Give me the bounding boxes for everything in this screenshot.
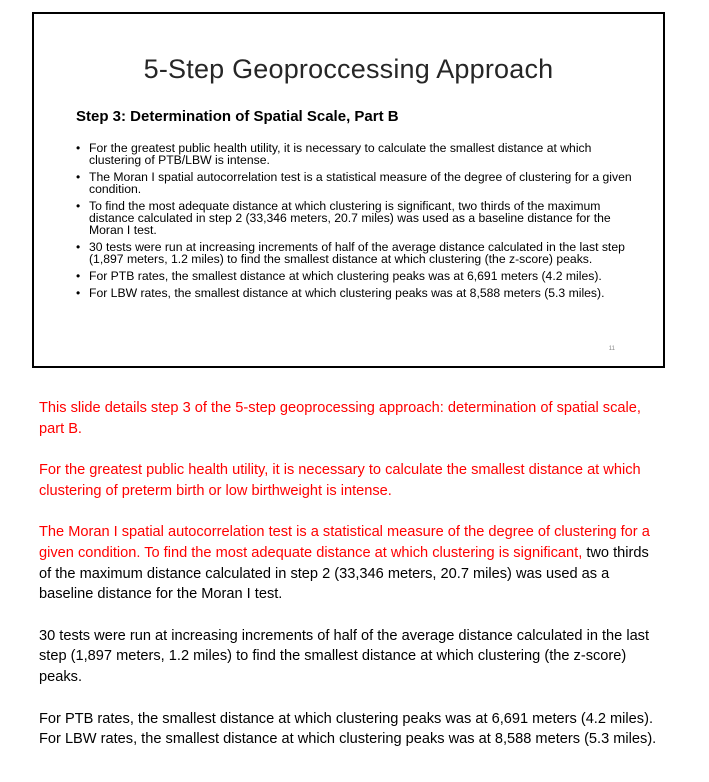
notes-paragraph-3-rest: two thirds of the maximum distance calculated in step 2 (33,346 meters, 20.7 miles) was used as a baseline distance for the Moran I test. (39, 544, 649, 603)
bullet-list (76, 142, 646, 304)
bullet-item (76, 270, 646, 282)
notes-paragraph-1: This slide details step 3 of the 5-step geoprocessing approach: determination of spatial scale, part B. (39, 400, 641, 437)
bullet-text: To find the most adequate distance at which clustering is significant, two thirds of the maximum distance calculated in step 2 (33,346 meters, 20.7 miles) was used as a baseline distance for the Moran I test. (89, 199, 611, 237)
bullet-text: 30 tests were run at increasing increments of half of the average distance calculated in the last step (1,897 meters, 1.2 miles) to find the smallest distance at which clustering (the z-score) peaks. (89, 240, 625, 266)
bullet-item (76, 142, 646, 166)
slide-page-number: 11 (608, 346, 615, 352)
slide-frame (32, 12, 665, 368)
speaker-notes (39, 398, 659, 771)
bullet-item (76, 171, 646, 195)
bullet-text: For LBW rates, the smallest distance at which clustering peaks was at 8,588 meters (5.3 miles). (89, 286, 605, 300)
bullet-icon: • (76, 269, 81, 283)
notes-paragraph-4: 30 tests were run at increasing increments of half of the average distance calculated in the last step (1,897 meters, 1.2 miles) to find the smallest distance at which clustering (the z-score) peaks. (39, 627, 650, 685)
bullet-icon: • (76, 170, 81, 184)
bullet-icon: • (76, 240, 81, 254)
bullet-item (76, 287, 646, 299)
notes-paragraph-2: For the greatest public health utility, it is necessary to calculate the smallest distance at which clustering of preterm birth or low birthweight is intense. (39, 462, 641, 499)
notes-paragraph-3 (39, 522, 659, 604)
bullet-icon: • (76, 199, 81, 213)
bullet-icon: • (76, 141, 81, 155)
bullet-item (76, 200, 646, 236)
slide-subtitle: Step 3: Determination of Spatial Scale, Part B (76, 108, 399, 125)
notes-paragraph-3-highlight: The Moran I spatial autocorrelation test is a statistical measure of the degree of clustering for a given condition. To find the most adequate distance at which clustering is significant, (39, 524, 650, 561)
slide-title: 5-Step Geoproccessing Approach (143, 54, 554, 84)
bullet-item (76, 241, 646, 265)
bullet-text: The Moran I spatial autocorrelation test is a statistical measure of the degree of clustering for a given condition. (89, 170, 632, 196)
notes-paragraph-5: For PTB rates, the smallest distance at which clustering peaks was at 6,691 meters (4.2 miles). For LBW rates, the smallest distance at which clustering peaks was at 8,588 meters (5.3 miles). (39, 710, 657, 748)
bullet-icon: • (76, 286, 81, 300)
bullet-text: For the greatest public health utility, it is necessary to calculate the smallest distance at which clustering of PTB/LBW is intense. (89, 141, 592, 167)
bullet-text: For PTB rates, the smallest distance at which clustering peaks was at 6,691 meters (4.2 miles). (89, 269, 602, 283)
